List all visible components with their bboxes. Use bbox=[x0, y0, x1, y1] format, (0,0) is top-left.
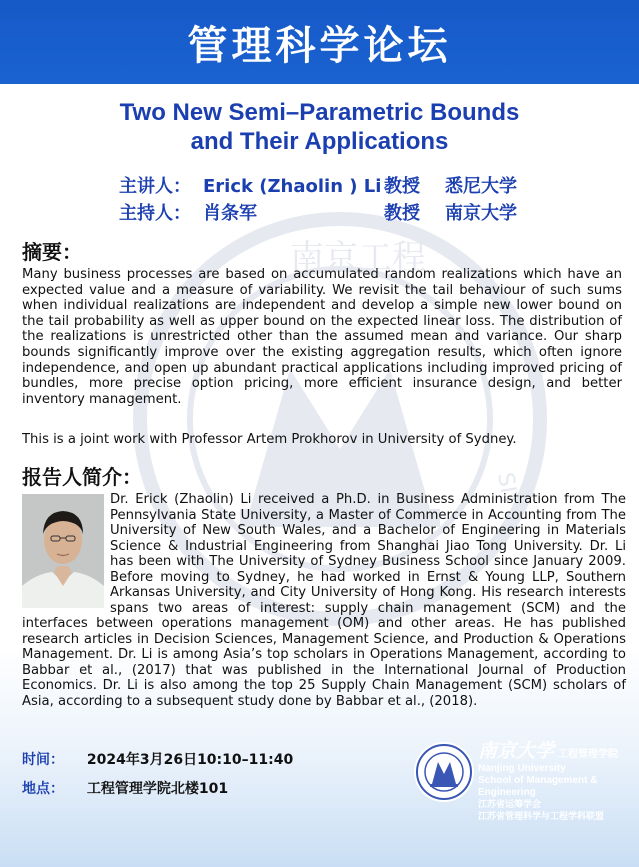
bio-block bbox=[22, 492, 626, 709]
speaker-rank: 教授 bbox=[384, 176, 420, 197]
university-logo bbox=[412, 736, 634, 836]
time-value: 2024年3月26日10:10–11:40 bbox=[86, 752, 294, 768]
logo-en-line-1: Nanjing University bbox=[478, 763, 566, 774]
speaker-name: Erick (Zhaolin ) Li bbox=[203, 176, 382, 197]
forum-title: 管理科学论坛 bbox=[187, 22, 452, 69]
nju-seal-icon bbox=[412, 740, 476, 804]
host-label: 主持人： bbox=[119, 203, 191, 224]
host-row bbox=[119, 200, 517, 227]
talk-title bbox=[0, 98, 639, 156]
abstract-heading: 摘要： bbox=[22, 240, 82, 264]
abstract-text: Many business processes are based on accumulated random realizations which have an expected value and a measure of variability. We revisit the tail behaviour of such sums when individual realizations are independent and develop a simple new lower bound on the tail probability as well as upper bound on the expected linear loss. The distribution of the realizations is unrestricted other than the assumed mean and variance. Our sharp bounds significantly improve over the existing aggregation results, which often ignore independence, and open up abundant practical applications including improved pricing of bundles, more precise option pricing, more efficient insurance design, and better inventory management. bbox=[22, 267, 622, 407]
joint-work-note: This is a joint work with Professor Artem Prokhorov in University of Sydney. bbox=[22, 432, 517, 447]
place-row bbox=[22, 778, 228, 798]
svg-text:南京工程: 南京工程 bbox=[290, 238, 426, 278]
logo-org-2: 江苏省管理科学与工程学科联盟 bbox=[478, 812, 605, 822]
speaker-affiliation: 悉尼大学 bbox=[445, 176, 517, 197]
talk-title-line-1: Two New Semi–Parametric Bounds bbox=[119, 99, 520, 126]
speaker-portrait-icon bbox=[22, 494, 104, 608]
talk-title-line-2: and Their Applications bbox=[190, 128, 449, 155]
speaker-row bbox=[119, 173, 517, 200]
speaker-label: 主讲人： bbox=[119, 176, 191, 197]
header-banner bbox=[0, 0, 639, 84]
host-name: 肖条军 bbox=[203, 203, 257, 224]
svg-text:SITY: SITY bbox=[492, 470, 525, 522]
place-value: 工程管理学院北楼101 bbox=[86, 781, 229, 797]
place-label: 地点： bbox=[22, 781, 64, 797]
logo-en-line-2: School of Management & Engineering bbox=[478, 775, 598, 798]
bio-heading: 报告人简介： bbox=[22, 465, 142, 489]
people-block bbox=[119, 173, 517, 227]
bio-text: Dr. Erick (Zhaolin) Li received a Ph.D. in Business Administration from The Pennsylvania State University, a Master of Commerce in Accounting from The University of New South Wales, and a Bachelor of Engineering in Materials Science & Industrial Engineering from Shanghai Jiao Tong University. Dr. Li has been with The University of Sydney Business School since January 2009. Before moving to Sydney, he had worked in Ernst & Young LLP, Southern Arkansas University, and City University of Hong Kong. His research interests spans two areas of interest: supply chain management (SCM) and the interfaces between operations management (OM) and other areas. He has published research articles in Decision Sciences, Management Science, and Production & Operations Management. Dr. Li is among Asia’s top scholars in Operations Management, according to Babbar et al., (2017) that was published in the International Journal of Production Economics. Dr. Li is also among the top 25 Supply Chain Management (SCM) scholars of Asia, according to a subsequent study done by Babbar et al., (2018). bbox=[22, 492, 626, 709]
logo-cn-school: 工程管理学院 bbox=[558, 749, 619, 760]
time-label: 时间： bbox=[22, 752, 64, 768]
speaker-photo bbox=[22, 494, 104, 608]
time-row bbox=[22, 749, 293, 769]
logo-text-block bbox=[478, 736, 638, 823]
host-rank: 教授 bbox=[384, 203, 420, 224]
logo-org-1: 江苏省运筹学会 bbox=[478, 800, 542, 810]
logo-cn-name: 南京大学 bbox=[478, 740, 555, 762]
logo-cn-line bbox=[478, 736, 638, 763]
host-affiliation: 南京大学 bbox=[445, 203, 517, 224]
